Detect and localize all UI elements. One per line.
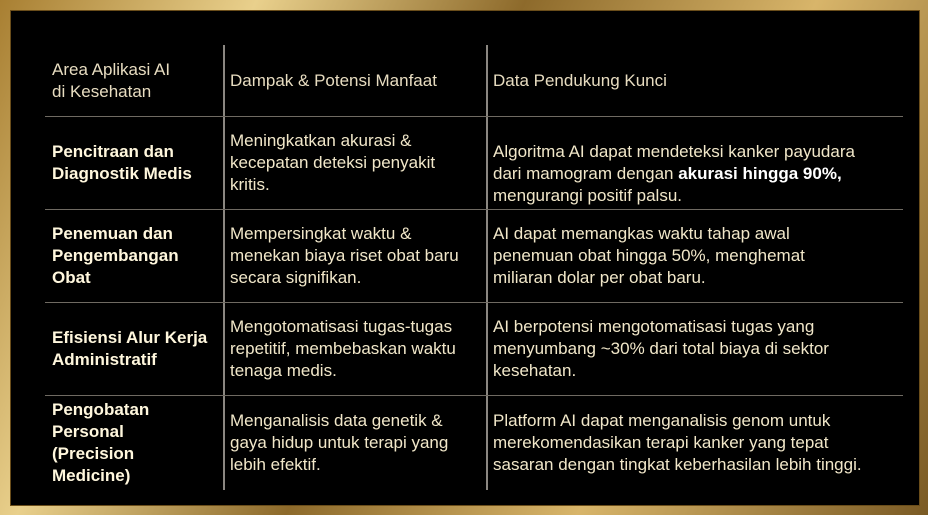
table-row bbox=[45, 210, 903, 303]
row-data-suffix: mengurangi positif palsu. bbox=[493, 186, 683, 205]
row-area-label: Penemuan dan Pengembangan Obat bbox=[52, 224, 179, 287]
row-data-text bbox=[493, 117, 903, 209]
row-data-prefix: Algoritma AI dapat mendeteksi kanker payudara dari mamogram dengan bbox=[493, 142, 855, 183]
healthcare-ai-table bbox=[45, 45, 903, 490]
row-area-label: Efisiensi Alur Kerja Administratif bbox=[52, 328, 208, 369]
row-impact-text: Mempersingkat waktu & menekan biaya riset obat baru secara signifikan. bbox=[230, 224, 459, 287]
table-row bbox=[45, 117, 903, 210]
row-data-text: AI dapat memangkas waktu tahap awal penemuan obat hingga 50%, menghemat miliaran dolar per obat baru. bbox=[493, 224, 805, 287]
table-row bbox=[45, 303, 903, 396]
header-area: Area Aplikasi AI di Kesehatan bbox=[52, 59, 171, 101]
row-data-text: Platform AI dapat menganalisis genom untuk merekomendasikan terapi kanker yang tepat sasaran dengan tingkat keberhasilan lebih tinggi. bbox=[493, 411, 862, 474]
row-impact-text: Mengotomatisasi tugas-tugas repetitif, membebaskan waktu tenaga medis. bbox=[230, 317, 456, 380]
table-row bbox=[45, 396, 903, 490]
row-area-label: Pengobatan Personal (Precision Medicine) bbox=[52, 400, 150, 485]
row-impact-text: Meningkatkan akurasi & kecepatan deteksi penyakit kritis. bbox=[230, 131, 436, 194]
row-area-label: Pencitraan dan Diagnostik Medis bbox=[52, 142, 192, 183]
table-panel bbox=[10, 10, 920, 506]
table-header-row bbox=[45, 45, 903, 117]
row-impact-text: Menganalisis data genetik & gaya hidup untuk terapi yang lebih efektif. bbox=[230, 411, 449, 474]
header-data: Data Pendukung Kunci bbox=[493, 70, 667, 90]
row-data-highlight: akurasi hingga 90%, bbox=[678, 164, 842, 183]
row-data-text: AI berpotensi mengotomatisasi tugas yang menyumbang ~30% dari total biaya di sektor kesehatan. bbox=[493, 317, 829, 380]
header-impact: Dampak & Potensi Manfaat bbox=[230, 70, 437, 90]
